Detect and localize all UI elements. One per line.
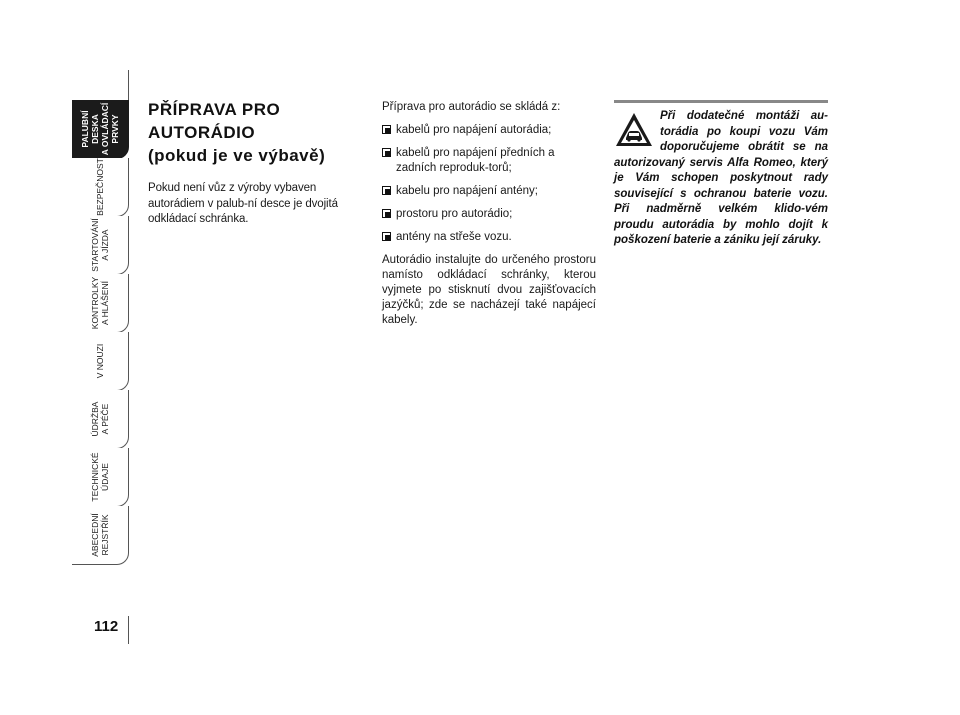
- install-paragraph: Autorádio instalujte do určeného prostoru namísto odkládací schránky, kterou vyjmete po stisknutí dvou zajišťovacích jazýčků; zde se nacházejí také napájecí kabely.: [382, 254, 596, 326]
- list-item: [382, 230, 596, 245]
- car-warning-icon: [614, 111, 654, 149]
- checkbox-bullet-icon: [382, 125, 391, 134]
- checkbox-bullet-icon: [382, 209, 391, 218]
- tab-label: ABECEDNÍ REJSTŘÍK: [90, 513, 110, 557]
- tab-dashboard-controls[interactable]: [72, 100, 129, 159]
- title-line: AUTORÁDIO: [148, 123, 256, 142]
- tab-label: BEZPEČNOST: [95, 158, 105, 216]
- margin-line-bottom: [128, 616, 129, 644]
- tab-label: ÚDRŽBA A PÉČE: [90, 401, 110, 437]
- tab-safety[interactable]: [72, 158, 129, 217]
- prep-lead: Příprava pro autorádio se skládá z:: [382, 101, 561, 113]
- tab-label: STARTOVÁNÍ A JÍZDA: [90, 218, 110, 272]
- warning-rule: [614, 100, 828, 103]
- list-item: [382, 184, 596, 199]
- tab-warning-lights[interactable]: [72, 274, 129, 333]
- checkbox-bullet-icon: [382, 148, 391, 157]
- title-line: PŘÍPRAVA PRO: [148, 100, 281, 119]
- section-preparation: [382, 100, 596, 336]
- list-item-text: prostoru pro autorádio;: [396, 208, 513, 220]
- tab-label: V NOUZI: [95, 343, 105, 379]
- tab-technical-data[interactable]: [72, 448, 129, 507]
- chapter-tabs: [72, 70, 130, 616]
- section-intro: [148, 98, 368, 239]
- list-item-text: kabelů pro napájení autorádia;: [396, 124, 552, 136]
- title-line: (pokud je ve výbavě): [148, 146, 326, 165]
- checkbox-bullet-icon: [382, 186, 391, 195]
- tab-maintenance[interactable]: [72, 390, 129, 449]
- list-item: [382, 207, 596, 222]
- page-title: [148, 98, 368, 167]
- tab-index[interactable]: [72, 506, 129, 565]
- tab-starting-driving[interactable]: [72, 216, 129, 275]
- list-item-text: antény na střeše vozu.: [396, 231, 512, 243]
- warning-text: Při dodatečné montáži au-torádia po koupi vozu Vám doporučujeme obrátit se na autorizovaný servis Alfa Romeo, který je Vám schopen poskytnout rady související s ochranou baterie vozu. Při nadměrně velkém klido-vém proudu autorádia by mohlo dojít k poškození baterie a zániku její záruky.: [614, 110, 828, 246]
- checkbox-bullet-icon: [382, 232, 391, 241]
- page-number: 112: [94, 618, 119, 635]
- list-item-text: kabelů pro napájení předních a zadních reproduk-torů;: [396, 147, 555, 174]
- intro-paragraph: Pokud není vůz z výroby vybaven autorádiem v palub-ní desce je dvojitá odkládací schránka.: [148, 182, 338, 225]
- tab-label: TECHNICKÉ ÚDAJE: [90, 452, 110, 502]
- list-item: [382, 123, 596, 138]
- tab-label: KONTROLKY A HLÁŠENÍ: [90, 276, 110, 330]
- tab-label: PALUBNÍ DESKA A OVLÁDACÍ PRVKY: [80, 102, 120, 156]
- list-item-text: kabelu pro napájení antény;: [396, 185, 538, 197]
- prep-list: [382, 123, 596, 245]
- warning-box: [614, 100, 828, 249]
- tab-emergency[interactable]: [72, 332, 129, 391]
- list-item: [382, 146, 596, 176]
